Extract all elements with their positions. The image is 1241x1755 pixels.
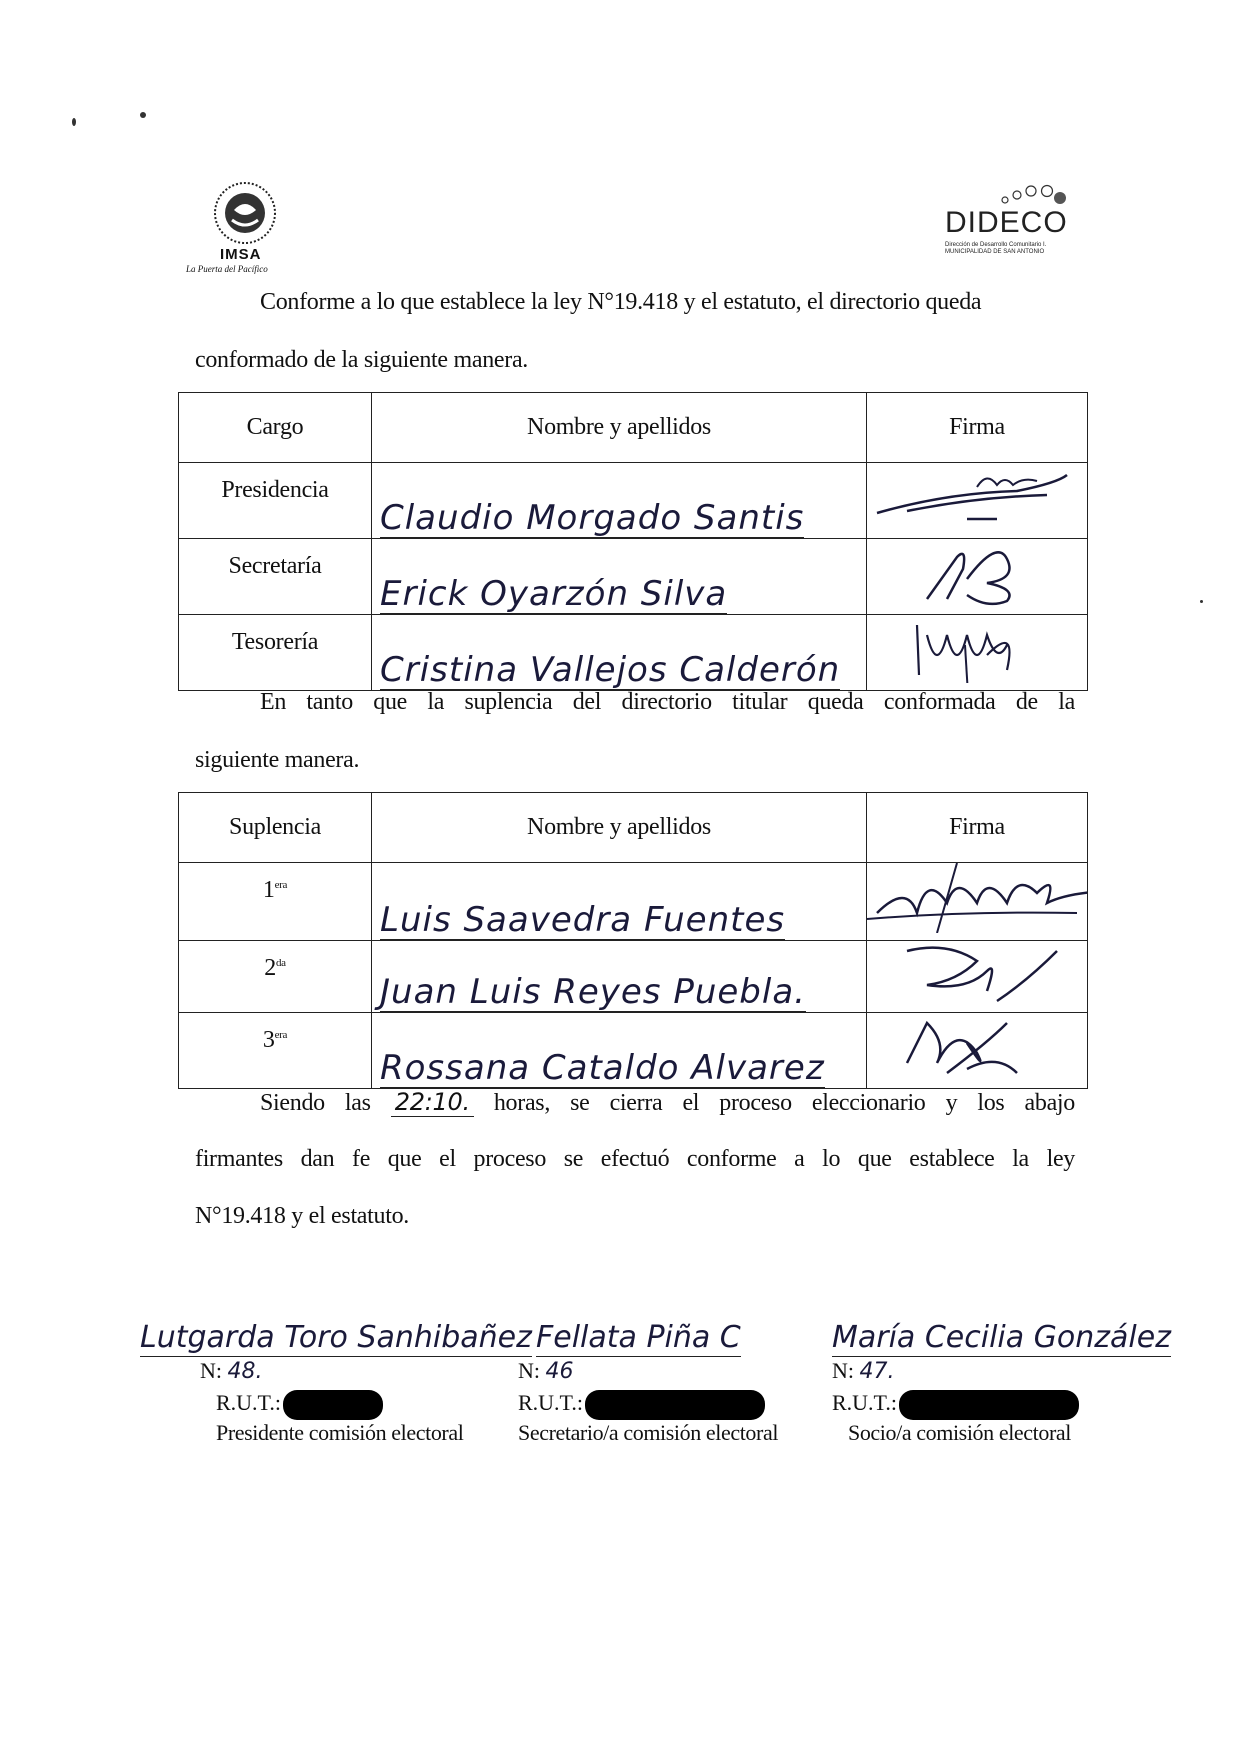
rut-label: R.U.T.: (518, 1390, 583, 1416)
header-firma: Firma (867, 393, 1088, 463)
ordinal-suffix: era (274, 879, 288, 891)
closing-line-1 (195, 1090, 1075, 1115)
n-value: 48. (227, 1359, 263, 1384)
signature-mark (867, 941, 1087, 1005)
handwritten-name: Juan Luis Reyes Puebla. (380, 972, 806, 1012)
table-row (179, 863, 1088, 941)
role-cell: Presidencia (179, 463, 372, 539)
table-row (179, 539, 1088, 615)
suplencia-number: 3 (262, 1027, 275, 1053)
closing-hour: 22:10. (391, 1088, 474, 1117)
header-cargo: Cargo (179, 393, 372, 463)
signer-name: Fellata Piña C (536, 1320, 741, 1355)
signature-mark (867, 615, 1087, 683)
signer-role: Secretario/a comisión electoral (518, 1420, 779, 1445)
n-value: 46 (545, 1359, 574, 1384)
signer-name: María Cecilia González (832, 1320, 1171, 1355)
imsa-acronym: IMSA (220, 246, 262, 263)
intro-line-1: Conforme a lo que establece la ley N°19.418 y el estatuto, el directorio queda (260, 289, 982, 315)
signer-president (140, 1320, 532, 1450)
role-cell: Secretaría (179, 539, 372, 615)
directorio-table (178, 392, 1088, 691)
imsa-logo (186, 180, 316, 280)
signer-role: Socio/a comisión electoral (848, 1420, 1071, 1445)
signer-name: Lutgarda Toro Sanhibañez (140, 1320, 532, 1355)
redaction-block (585, 1390, 765, 1420)
suplencia-number: 2 (264, 955, 276, 981)
table-row (179, 941, 1088, 1013)
suplencia-table (178, 792, 1088, 1089)
suplencia-number: 1 (262, 877, 275, 903)
handwritten-name: Cristina Vallejos Calderón (380, 650, 841, 690)
signature-mark (867, 1013, 1087, 1081)
handwritten-name: Rossana Cataldo Alvarez (380, 1048, 825, 1088)
signer-member (832, 1320, 1171, 1450)
dideco-logo (945, 180, 1075, 270)
rut-label: R.U.T.: (832, 1390, 897, 1416)
n-label: N: (200, 1358, 222, 1383)
signer-role: Presidente comisión electoral (216, 1420, 464, 1445)
scan-speck (1200, 600, 1203, 603)
header-nombre: Nombre y apellidos (372, 393, 867, 463)
closing-line-3: N°19.418 y el estatuto. (195, 1203, 409, 1229)
closing-line-2: firmantes dan fe que el proceso se efectuó conforme a lo que establece la ley (195, 1146, 1075, 1172)
role-cell: Tesorería (179, 615, 372, 691)
scan-speck (140, 112, 146, 118)
closing-before-hour: Siendo las (260, 1090, 371, 1116)
handwritten-name: Luis Saavedra Fuentes (380, 900, 786, 940)
ordinal-suffix: era (274, 1029, 288, 1041)
handwritten-name: Erick Oyarzón Silva (380, 574, 728, 614)
signature-mark (867, 863, 1087, 933)
redaction-block (283, 1390, 383, 1420)
n-label: N: (518, 1358, 540, 1383)
suplencia-intro-line-1: En tanto que la suplencia del directorio titular queda conformada de la (260, 689, 1075, 715)
suplencia-intro-line-2: siguiente manera. (195, 747, 360, 773)
signature-mark (867, 539, 1087, 607)
dideco-brand: DIDECO (945, 206, 1068, 239)
header-firma: Firma (867, 793, 1088, 863)
signer-secretary (518, 1320, 818, 1450)
table-row (179, 615, 1088, 691)
rut-label: R.U.T.: (216, 1390, 281, 1416)
table-row (179, 463, 1088, 539)
signature-mark (867, 463, 1087, 531)
table-row (179, 1013, 1088, 1089)
handwritten-name: Claudio Morgado Santis (380, 498, 805, 538)
intro-line-2: conformado de la siguiente manera. (195, 347, 528, 373)
n-value: 47. (859, 1359, 895, 1384)
header-nombre: Nombre y apellidos (372, 793, 867, 863)
redaction-block (899, 1390, 1079, 1420)
scan-speck (72, 118, 76, 126)
closing-after-hour: horas, se cierra el proceso eleccionario y los abajo (493, 1090, 1075, 1116)
dideco-subtitle: Dirección de Desarrollo Comunitario I. MUNICIPALIDAD DE SAN ANTONIO (945, 242, 1047, 255)
imsa-motto: La Puerta del Pacífico (186, 264, 268, 274)
header-suplencia: Suplencia (179, 793, 372, 863)
n-label: N: (832, 1358, 854, 1383)
ordinal-suffix: da (275, 957, 286, 969)
municipal-seal-icon (212, 180, 278, 246)
